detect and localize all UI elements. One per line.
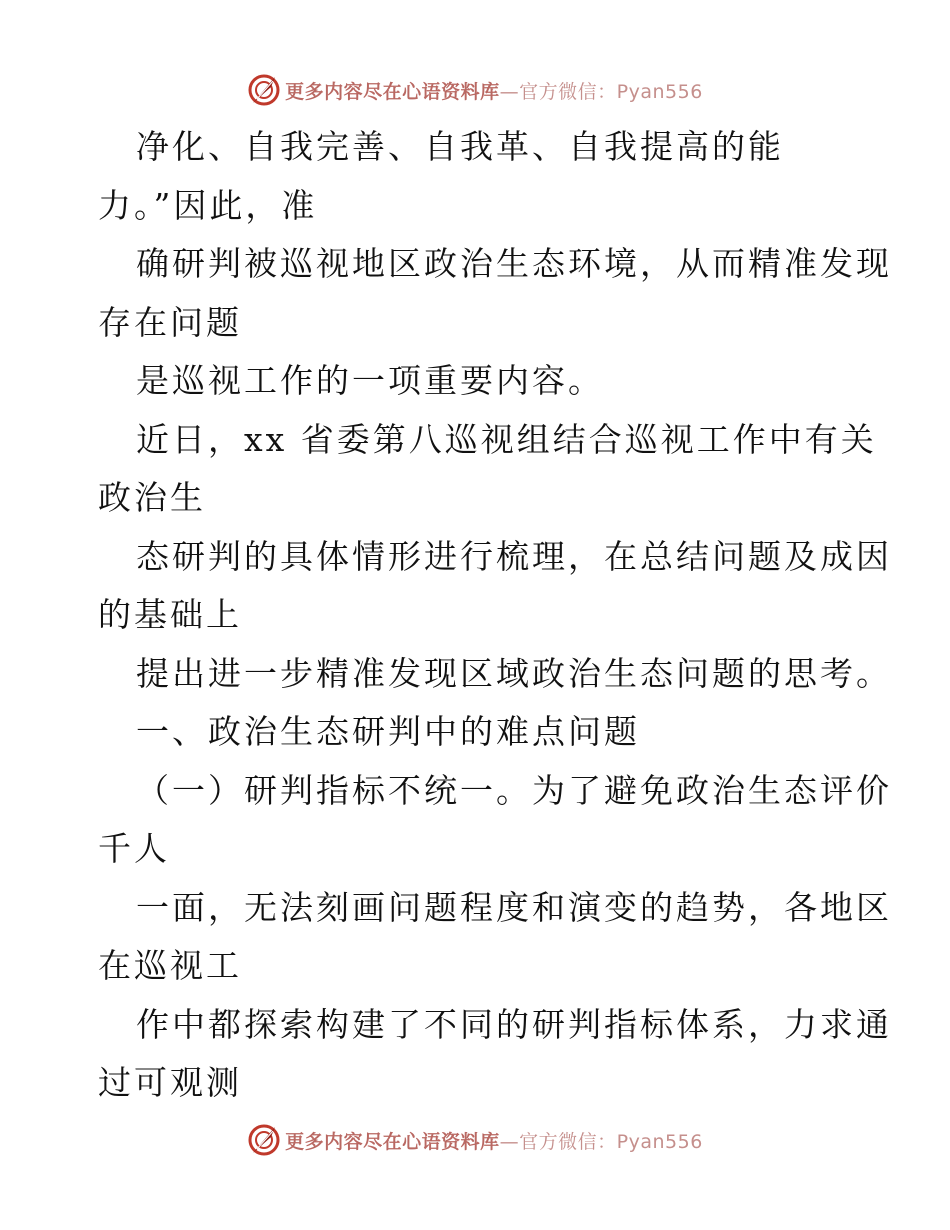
- text-line: 态研判的具体情形进行梳理，在总结问题及成因: [136, 536, 892, 576]
- footer-watermark-wechat: 官方微信：Pyan556: [519, 1130, 703, 1153]
- document-body: [98, 118, 892, 1113]
- text-line: 政治生: [98, 478, 206, 517]
- text-line: 近日，xx 省委第八巡视组结合巡视工作中有关: [136, 419, 877, 459]
- section-heading: 一、政治生态研判中的难点问题: [136, 712, 640, 751]
- text-line: 提出进一步精准发现区域政治生态问题的思考。: [136, 653, 892, 693]
- text-line: 存在问题: [98, 302, 242, 342]
- header-watermark: [0, 70, 950, 110]
- header-watermark-text: [285, 77, 703, 104]
- quill-logo-icon: [247, 1123, 281, 1157]
- text-line: 作中都探索构建了不同的研判指标体系，力求通: [136, 1004, 892, 1044]
- footer-watermark-separator: —: [499, 1130, 520, 1153]
- text-line: （一）研判指标不统一。为了避免政治生态评价: [136, 770, 892, 810]
- text-line: 千人: [98, 829, 170, 868]
- text-line: 净化、自我完善、自我革、自我提高的能: [136, 127, 784, 166]
- text-line: 在巡视工: [98, 946, 242, 985]
- footer-watermark-text: [285, 1127, 703, 1154]
- text-line: 的基础上: [98, 595, 242, 634]
- header-watermark-separator: —: [499, 80, 520, 103]
- header-watermark-wechat: 官方微信：Pyan556: [519, 80, 703, 103]
- quill-logo-icon: [247, 73, 281, 107]
- footer-watermark-main: 更多内容尽在心语资料库: [285, 1130, 500, 1153]
- footer-watermark: [0, 1120, 950, 1160]
- text-line: 过可观测: [98, 1063, 242, 1102]
- text-line: 确研判被巡视地区政治生态环境，从而精准发现: [136, 244, 892, 283]
- header-watermark-main: 更多内容尽在心语资料库: [285, 80, 500, 103]
- text-line: 力。”因此，准: [98, 185, 318, 225]
- text-line: 是巡视工作的一项重要内容。: [136, 361, 604, 400]
- text-line: 一面，无法刻画问题程度和演变的趋势，各地区: [136, 887, 892, 927]
